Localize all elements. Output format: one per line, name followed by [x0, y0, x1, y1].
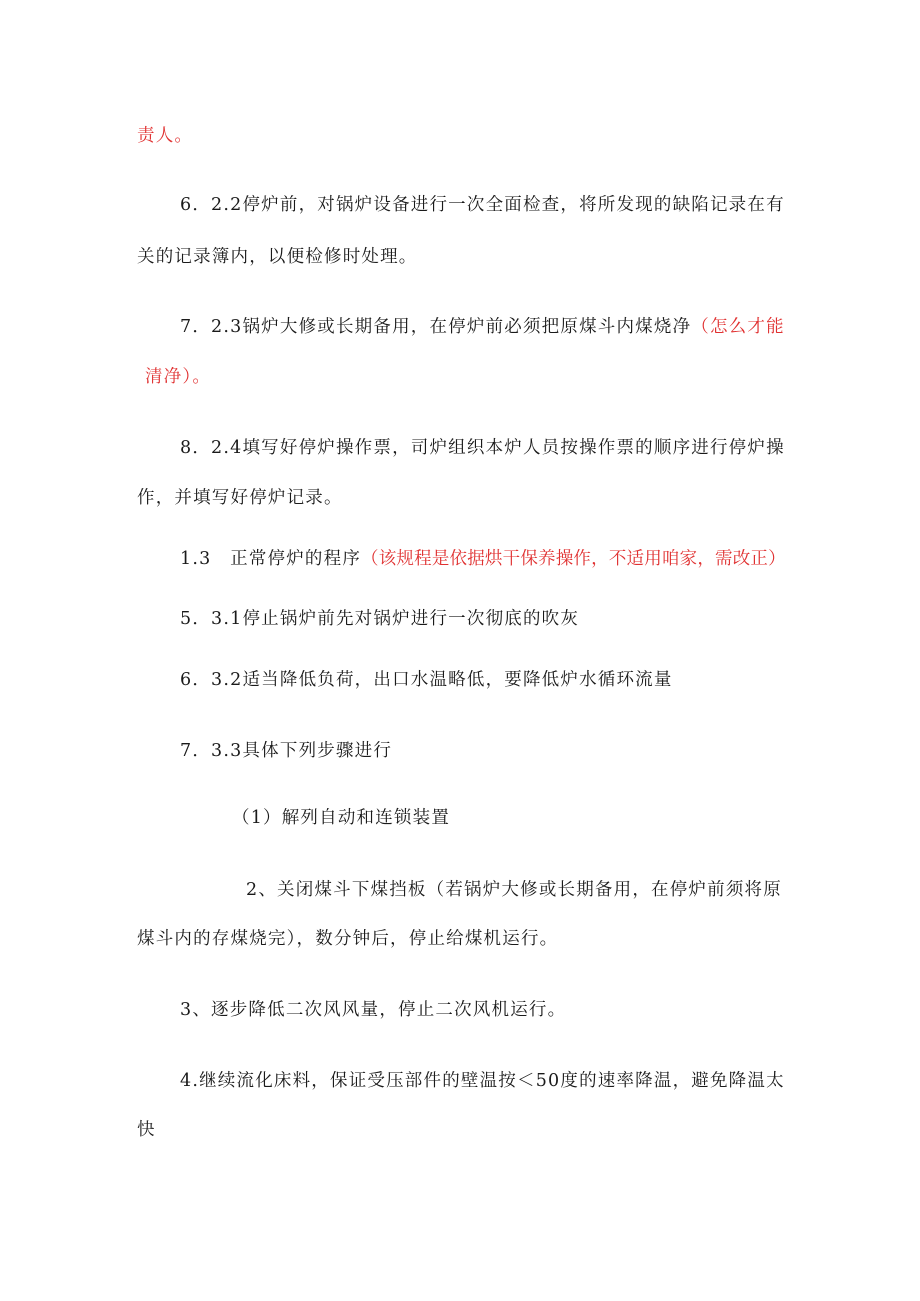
text-line-4 [180, 315, 785, 339]
text-line-2: 6．2.2停炉前，对锅炉设备进行一次全面检查，将所发现的缺陷记录在有 [180, 195, 785, 215]
text-line-7: 作，并填写好停炉记录。 [137, 488, 343, 508]
text-line-5: 清净）。 [145, 367, 212, 387]
text-line-17: 快 [137, 1120, 156, 1140]
text-line-4-main: 7．2.3锅炉大修或长期备用，在停炉前必须把原煤斗内煤烧净 [180, 317, 692, 337]
text-line-15: 3、逐步降低二次风风量，停止二次风机运行。 [180, 1000, 567, 1020]
text-line-14: 煤斗内的存煤烧完），数分钟后，停止给煤机运行。 [137, 929, 559, 949]
text-line-6: 8．2.4填写好停炉操作票，司炉组织本炉人员按操作票的顺序进行停炉操 [180, 438, 785, 458]
text-line-12: （1）解列自动和连锁装置 [232, 808, 451, 828]
text-line-8 [180, 547, 786, 571]
text-line-13: 2、关闭煤斗下煤挡板（若锅炉大修或长期备用，在停炉前须将原 [246, 880, 782, 900]
text-line-1: 责人。 [137, 126, 194, 146]
text-line-3: 关的记录簿内，以便检修时处理。 [137, 247, 418, 267]
annotation-correction: （该规程是依据烘干保养操作，不适用咱家，需改正） [361, 549, 786, 569]
text-line-11: 7．3.3具体下列步骤进行 [180, 741, 393, 761]
annotation-how-clean: （怎么才能 [691, 317, 785, 337]
text-line-10: 6．3.2适当降低负荷，出口水温略低，要降低炉水循环流量 [180, 670, 673, 690]
text-line-16: 4.继续流化床料，保证受压部件的壁温按＜50度的速率降温，避免降温太 [180, 1071, 785, 1091]
section-heading: 1.3 正常停炉的程序 [180, 549, 362, 569]
text-line-9: 5．3.1停止锅炉前先对锅炉进行一次彻底的吹灰 [180, 609, 580, 629]
